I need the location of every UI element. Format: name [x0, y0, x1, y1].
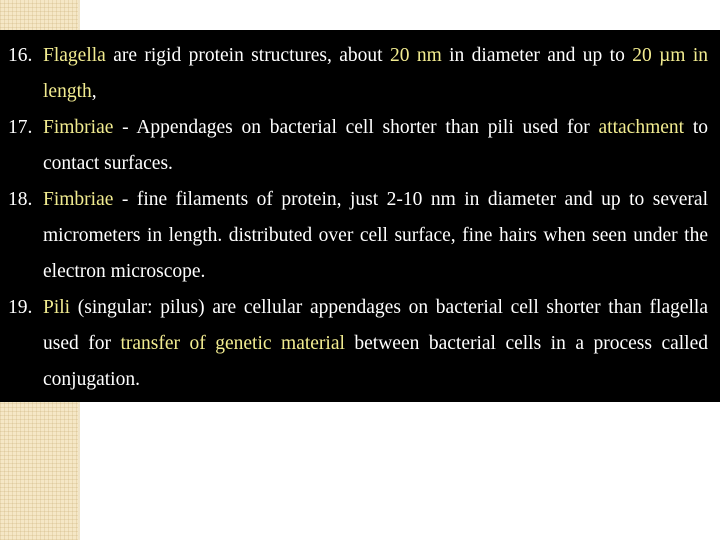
item-text: - fine filaments of protein, just 2-10 nm in diameter and up to several micrometers in length. distributed over cell surface, fine hairs when seen under the electron microscope. [43, 189, 708, 282]
highlight-length: 20 µm in length [43, 45, 709, 102]
list-item-17 [8, 110, 708, 182]
item-text: , [91, 81, 97, 102]
term-fimbriae: Fimbriae [43, 117, 114, 138]
item-number: 19. [8, 297, 33, 318]
term-fimbriae: Fimbriae [43, 189, 114, 210]
list-item-16 [8, 38, 708, 110]
item-number: 17. [8, 117, 33, 138]
item-text: in diameter and up to [441, 45, 633, 66]
highlight-genetic-transfer: transfer of genetic material [120, 333, 345, 354]
highlight-diameter: 20 nm [389, 45, 442, 66]
highlight-attachment: attachment [598, 117, 685, 138]
numbered-list [8, 38, 708, 398]
term-pili: Pili [43, 297, 71, 318]
term-flagella: Flagella [43, 45, 106, 66]
list-item-19 [8, 290, 708, 398]
item-text: to contact surfaces. [43, 117, 708, 174]
list-item-18 [8, 182, 708, 290]
item-number: 16. [8, 45, 33, 66]
item-number: 18. [8, 189, 33, 210]
item-text: are rigid protein structures, about [105, 45, 390, 66]
item-text: - Appendages on bacterial cell shorter than pili used for [113, 117, 599, 138]
item-text: between bacterial cells in a process called conjugation. [43, 333, 708, 390]
item-text: (singular: pilus) are cellular appendages on bacterial cell shorter than flagella used for [43, 297, 708, 354]
